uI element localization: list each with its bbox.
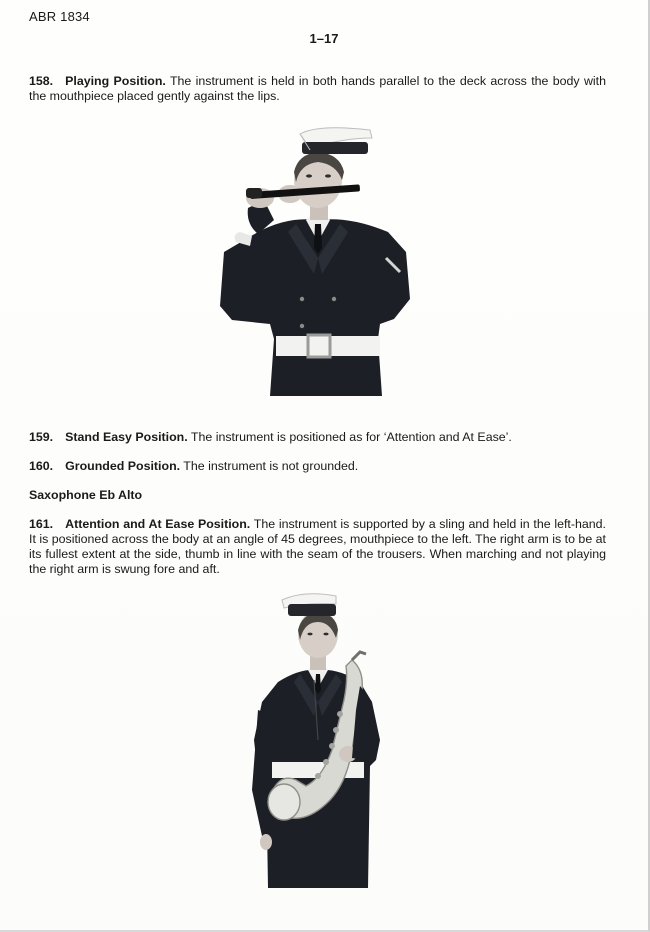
document-reference: ABR 1834	[29, 9, 90, 24]
section-heading: Saxophone Eb Alto	[29, 488, 143, 502]
paragraph-heading: Attention and At Ease Position.	[65, 517, 251, 531]
paragraph-161	[29, 517, 606, 577]
paragraph-heading: Stand Easy Position.	[65, 430, 188, 444]
paragraph-number: 158.	[29, 74, 54, 88]
paragraph-159	[29, 430, 606, 445]
page-number: 1–17	[309, 31, 339, 46]
paragraph-number: 159.	[29, 430, 54, 444]
paragraph-160	[29, 459, 606, 474]
photo-saxophone-attention	[248, 590, 388, 888]
paragraph-number: 161.	[29, 517, 54, 531]
paragraph-heading: Grounded Position.	[65, 459, 181, 473]
paragraph-body: The instrument is positioned as for ‘Attention and At Ease’.	[190, 430, 512, 444]
paragraph-number: 160.	[29, 459, 54, 473]
sailor-playing-piccolo-image	[218, 124, 418, 396]
sailor-holding-saxophone-image	[248, 590, 388, 888]
paragraph-body: The instrument is not grounded.	[183, 459, 359, 473]
photo-playing-position	[218, 124, 418, 396]
paragraph-158	[29, 74, 606, 104]
paragraph-body: The instrument is supported by a sling and held in the left-hand. It is positioned across the body at an angle of 45 degrees, mouthpiece to the left. The right arm is to be at its fullest extent at the side, thumb in line with the seam of the trousers. When marching and not playing the right arm is swung fore and aft.	[29, 517, 606, 576]
paragraph-heading: Playing Position.	[65, 74, 166, 88]
paragraph-body: The instrument is held in both hands parallel to the deck across the body with the mouthpiece placed gently against the lips.	[29, 74, 606, 103]
